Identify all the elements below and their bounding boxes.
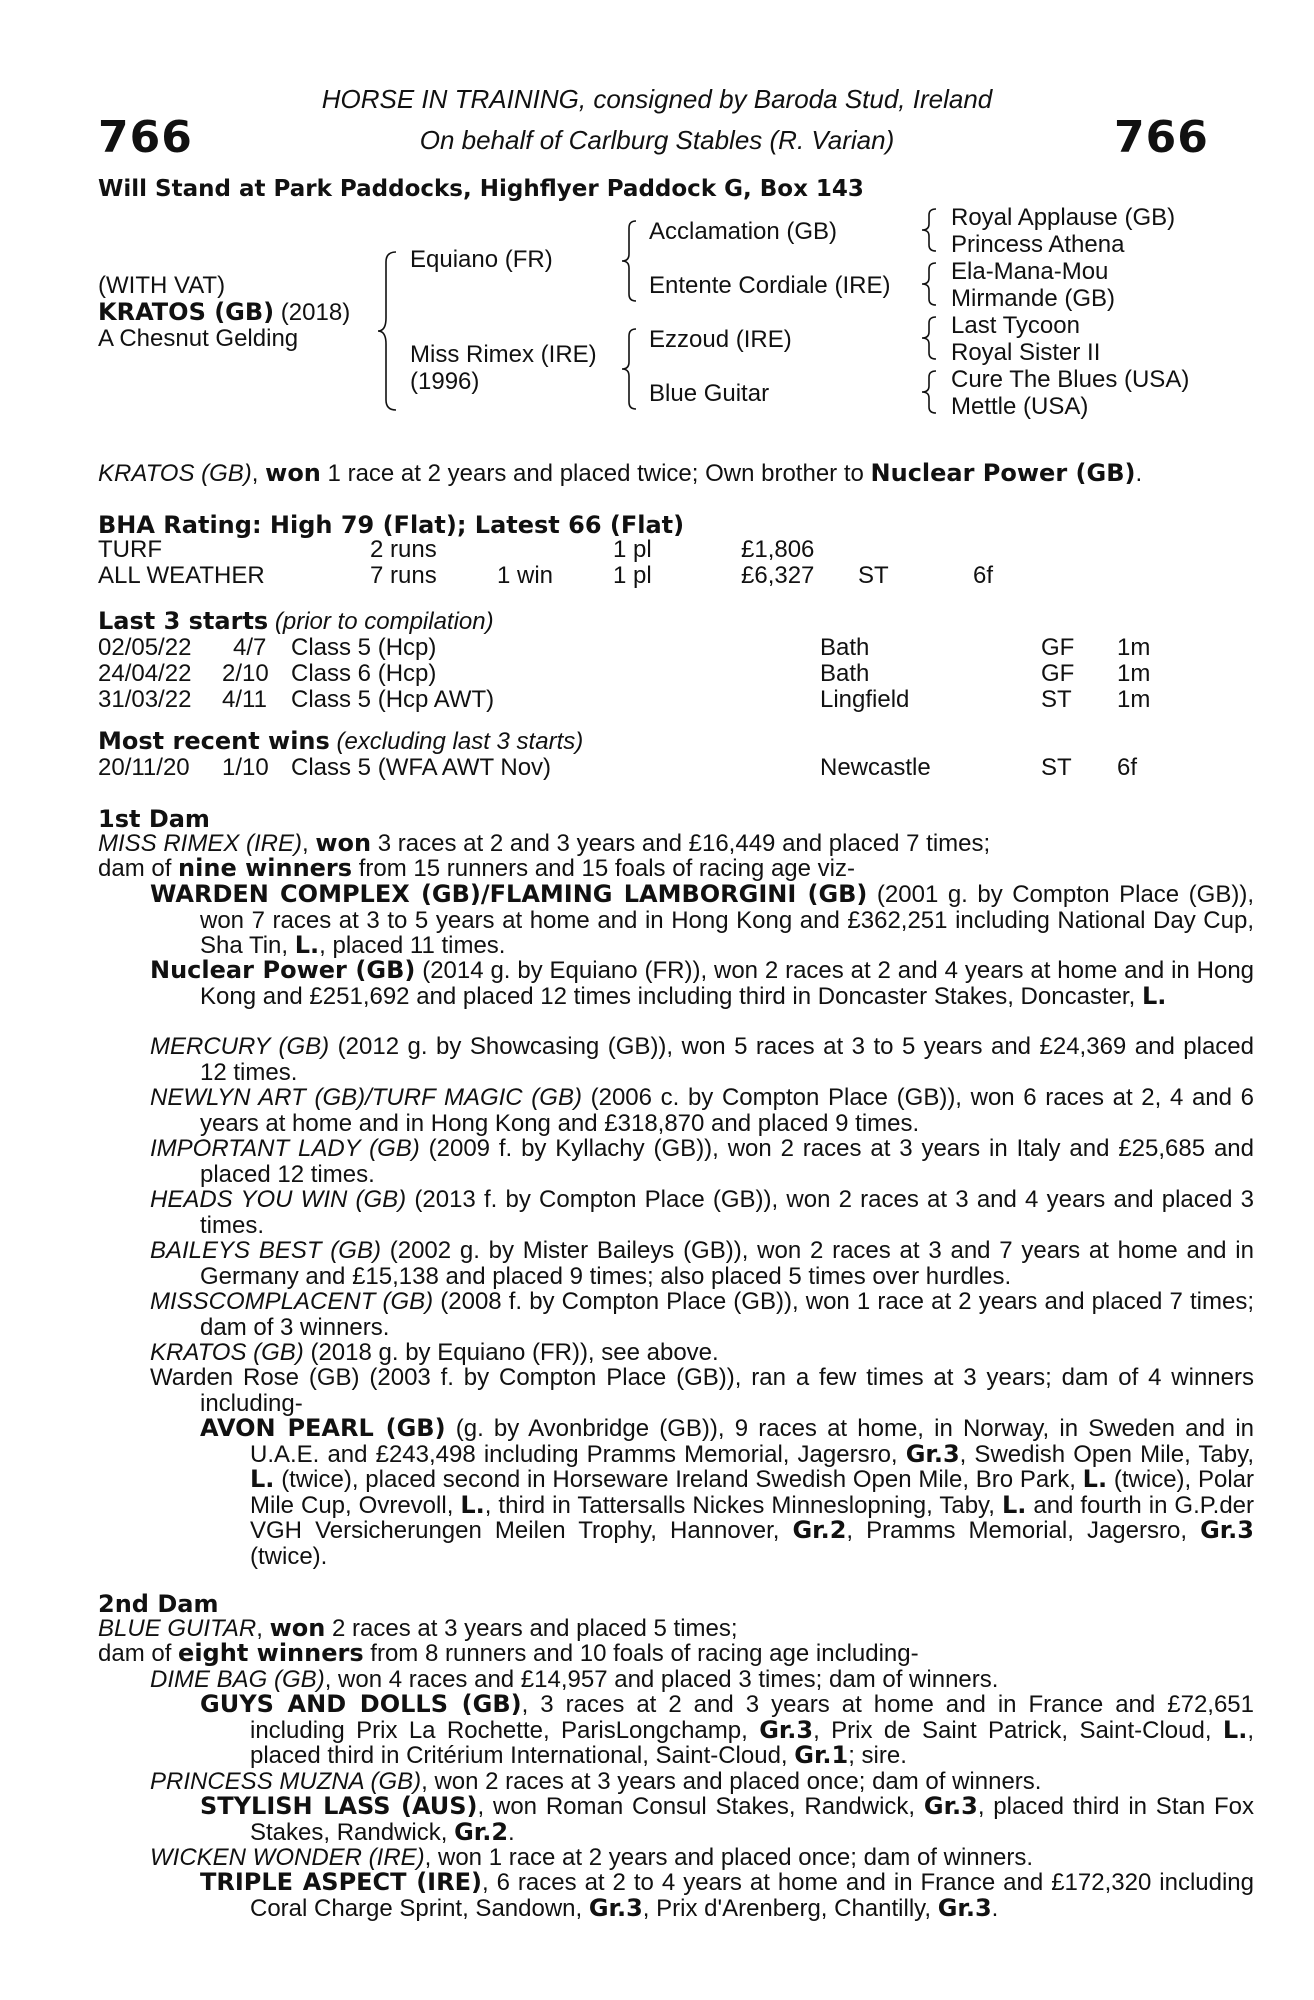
produce-text: , Prix de Saint Patrick, Saint-Cloud, bbox=[813, 1716, 1223, 1744]
great-grandparent: Princess Athena bbox=[951, 231, 1125, 258]
dam-sire: Ezzoud (IRE) bbox=[649, 326, 792, 353]
horse-name-line bbox=[98, 298, 350, 327]
produce-entry bbox=[150, 1187, 1254, 1238]
produce-entry bbox=[150, 882, 1254, 959]
group-mark: Gr.3 bbox=[759, 1715, 814, 1744]
produce-entry bbox=[150, 1289, 1254, 1340]
produce-text: Warden Rose (GB) (2003 f. by Compton Place (GB)), ran a few times at 3 years; dam of 4 winners including- bbox=[150, 1364, 1254, 1417]
group-mark: Gr.2 bbox=[454, 1817, 509, 1846]
produce-name: DIME BAG (GB) bbox=[150, 1666, 325, 1693]
produce-entry bbox=[150, 1034, 1254, 1085]
produce-text: (2008 f. by Compton Place (GB)), won 1 race at 2 years and placed 7 times; dam of 3 winners. bbox=[200, 1288, 1254, 1341]
produce-entry bbox=[150, 958, 1254, 1009]
rating-runs: 7 runs bbox=[370, 562, 437, 589]
last-starts-heading bbox=[98, 609, 494, 635]
produce-text: (2013 f. by Compton Place (GB)), won 2 races at 3 and 4 years and placed 3 times. bbox=[200, 1186, 1255, 1239]
last-starts-note: (prior to compilation) bbox=[268, 608, 494, 635]
produce-text: (2009 f. by Kyllachy (GB)), won 2 races at 3 years in Italy and £25,685 and placed 12 times. bbox=[200, 1135, 1254, 1188]
start-class: Class 6 (Hcp) bbox=[291, 660, 437, 687]
pedigree-brace-gg3 bbox=[920, 314, 940, 362]
produce-name: Nuclear Power (GB) bbox=[150, 956, 416, 984]
start-date: 24/04/22 bbox=[98, 660, 192, 687]
produce-text: (2014 g. by Equiano (FR)), won 2 races at 2 and 4 years at home and in Hong Kong and £251,692 and placed 12 times including third in Doncaster Stakes, Doncaster, bbox=[200, 957, 1255, 1010]
produce-name: TRIPLE ASPECT (IRE) bbox=[200, 1868, 482, 1896]
produce-text: , 6 races at 2 to 4 years at home and in France and £172,320 including Coral Charge Sprint, Sandown, bbox=[250, 1869, 1255, 1922]
race-summary: KRATOS (GB), won 1 race at 2 years and placed twice; Own brother to Nuclear Power (GB). bbox=[98, 459, 1143, 487]
win-date: 20/11/20 bbox=[98, 754, 190, 781]
produce-text: , 3 races at 2 and 3 years at home and in France and £72,651 including Prix La Rochette, ParisLongchamp, bbox=[250, 1691, 1255, 1744]
rating-wins: 1 win bbox=[497, 562, 554, 589]
listed-mark: L. bbox=[1141, 981, 1167, 1010]
produce-name: IMPORTANT LADY (GB) bbox=[150, 1135, 420, 1162]
grand-produce-entry bbox=[200, 1794, 1254, 1845]
vat-note: (WITH VAT) bbox=[98, 272, 226, 299]
second-dam-produce-summary bbox=[98, 1641, 919, 1667]
produce-text: (twice), Polar Mile Cup, Ovrevoll, bbox=[250, 1466, 1254, 1519]
summary-end: . bbox=[1135, 460, 1143, 487]
win-distance: 6f bbox=[1117, 754, 1138, 781]
summary-text: 1 race at 2 years and placed twice; Own brother to bbox=[320, 460, 871, 487]
group-mark: Gr.3 bbox=[905, 1439, 960, 1468]
produce-text: (2002 g. by Mister Baileys (GB)), won 2 races at 3 and 7 years at home and in Germany and £15,138 and placed 9 times; also placed 5 times over hurdles. bbox=[200, 1237, 1254, 1290]
group-mark: Gr.3 bbox=[1200, 1516, 1254, 1544]
horse-description: A Chesnut Gelding bbox=[98, 325, 299, 352]
rating-placed: 1 pl bbox=[613, 562, 652, 589]
produce-entry bbox=[150, 1340, 1254, 1366]
start-date: 31/03/22 bbox=[98, 686, 192, 713]
second-dam-title: 2nd Dam bbox=[98, 1590, 219, 1618]
group-mark: Gr.3 bbox=[923, 1792, 978, 1820]
summary-horse-name: KRATOS (GB) bbox=[98, 460, 252, 487]
produce-text: , Prix d'Arenberg, Chantilly, bbox=[642, 1894, 938, 1922]
recent-wins-note: (excluding last 3 starts) bbox=[329, 728, 584, 755]
start-course: Bath bbox=[820, 660, 870, 687]
start-distance: 1m bbox=[1117, 634, 1151, 661]
win-position: 1/10 bbox=[222, 754, 269, 781]
rating-prize: £6,327 bbox=[741, 562, 815, 589]
pedigree-brace-main bbox=[376, 248, 400, 414]
recent-wins-heading bbox=[98, 729, 583, 755]
winners-count: eight winners bbox=[178, 1639, 364, 1667]
produce-entry bbox=[150, 1238, 1254, 1289]
start-class: Class 5 (Hcp AWT) bbox=[291, 686, 495, 713]
listed-mark: L. bbox=[294, 931, 320, 959]
great-grandparent: Mettle (USA) bbox=[951, 393, 1089, 420]
produce-text: , Pramms Memorial, Jagersro, bbox=[846, 1517, 1201, 1544]
dam-year: (1996) bbox=[410, 368, 480, 395]
produce-text: , placed third in Stan Fox Stakes, Randwick, bbox=[250, 1793, 1254, 1846]
first-dam-won: won bbox=[315, 829, 372, 857]
grand-produce-entry bbox=[200, 1692, 1254, 1769]
second-dam-text: 2 races at 3 years and placed 5 times; bbox=[325, 1615, 738, 1642]
group-mark: Gr.3 bbox=[937, 1893, 992, 1922]
group-mark: Gr.2 bbox=[792, 1516, 847, 1544]
produce-name: GUYS AND DOLLS (GB) bbox=[200, 1690, 522, 1718]
sire-dam: Entente Cordiale (IRE) bbox=[649, 272, 891, 299]
first-dam-title: 1st Dam bbox=[98, 805, 210, 833]
produce-name: WICKEN WONDER (IRE) bbox=[150, 1844, 425, 1871]
produce-text: (2001 g. by Compton Place (GB)), won 7 races at 3 to 5 years at home and in Hong Kong and £362,251 including National Day Cup, Sha Tin, bbox=[200, 881, 1254, 959]
produce-prefix: dam of bbox=[98, 1640, 179, 1667]
produce-suffix: from 15 runners and 15 foals of racing age viz- bbox=[352, 855, 855, 882]
start-going: GF bbox=[1041, 634, 1075, 661]
produce-name: PRINCESS MUZNA (GB) bbox=[150, 1768, 422, 1795]
group-mark: Gr.3 bbox=[588, 1893, 643, 1922]
dam-dam: Blue Guitar bbox=[649, 380, 770, 407]
listed-mark: L. bbox=[250, 1465, 275, 1493]
start-course: Bath bbox=[820, 634, 870, 661]
start-class: Class 5 (Hcp) bbox=[291, 634, 437, 661]
listed-mark: L. bbox=[460, 1490, 485, 1519]
produce-entry bbox=[150, 1085, 1254, 1136]
first-dam-sep: , bbox=[302, 830, 316, 857]
great-grandparent: Ela-Mana-Mou bbox=[951, 258, 1109, 285]
produce-text: . bbox=[991, 1894, 999, 1922]
produce-entry bbox=[150, 1667, 1204, 1693]
produce-text: (twice). bbox=[250, 1542, 328, 1570]
produce-name: BAILEYS BEST (GB) bbox=[150, 1237, 381, 1264]
produce-text: , Swedish Open Mile, Taby, bbox=[959, 1440, 1254, 1468]
produce-name: STYLISH LASS (AUS) bbox=[200, 1792, 478, 1820]
start-going: ST bbox=[1041, 686, 1072, 713]
produce-entry bbox=[150, 1845, 1204, 1871]
produce-text: , won 1 race at 2 years and placed once; dam of winners. bbox=[424, 1844, 1033, 1871]
rating-placed: 1 pl bbox=[613, 536, 652, 563]
produce-prefix: dam of bbox=[98, 855, 179, 882]
second-dam-won: won bbox=[269, 1614, 326, 1642]
produce-text: (2006 c. by Compton Place (GB)), won 6 races at 2, 4 and 6 years at home and in Hong Kong and £318,870 and placed 9 times. bbox=[200, 1084, 1254, 1137]
winners-count: nine winners bbox=[178, 854, 353, 882]
summary-won: won bbox=[265, 459, 321, 487]
group-mark: Gr.1 bbox=[794, 1741, 849, 1769]
produce-text: (twice), placed second in Horseware Ireland Swedish Open Mile, Bro Park, bbox=[274, 1466, 1083, 1493]
pedigree-brace-sire bbox=[620, 218, 640, 304]
summary-brother: Nuclear Power (GB) bbox=[870, 459, 1136, 487]
produce-text: , won 4 races and £14,957 and placed 3 times; dam of winners. bbox=[324, 1666, 999, 1693]
produce-name: HEADS YOU WIN (GB) bbox=[150, 1186, 407, 1213]
produce-text: (g. by Avonbridge (GB)), 9 races at home, in Norway, in Sweden and in U.A.E. and £243,498 including Pramms Memorial, Jagersro, bbox=[250, 1415, 1254, 1468]
consignment-line: HORSE IN TRAINING, consigned by Baroda Stud, Ireland bbox=[321, 84, 993, 114]
produce-suffix: from 8 runners and 10 foals of racing age including- bbox=[363, 1640, 919, 1667]
first-dam-name: MISS RIMEX (IRE) bbox=[98, 830, 303, 857]
grand-produce-entry bbox=[200, 1870, 1254, 1921]
pedigree-brace-gg4 bbox=[920, 368, 940, 416]
horse-name: KRATOS (GB) bbox=[98, 298, 275, 326]
great-grandparent: Mirmande (GB) bbox=[951, 285, 1116, 312]
produce-name: KRATOS (GB) bbox=[150, 1339, 304, 1366]
rating-distance: 6f bbox=[973, 562, 994, 589]
second-dam-name: BLUE GUITAR bbox=[98, 1615, 257, 1642]
start-position: 2/10 bbox=[222, 660, 269, 687]
rating-prize: £1,806 bbox=[741, 536, 815, 563]
produce-entry bbox=[150, 1769, 1204, 1795]
produce-name: MERCURY (GB) bbox=[150, 1033, 330, 1060]
start-distance: 1m bbox=[1117, 686, 1151, 713]
produce-name: AVON PEARL (GB) bbox=[200, 1414, 446, 1442]
rating-surface: TURF bbox=[98, 536, 162, 563]
start-distance: 1m bbox=[1117, 660, 1151, 687]
second-dam-record bbox=[98, 1616, 738, 1642]
first-dam-text: 3 races at 2 and 3 years and £16,449 and placed 7 times; bbox=[371, 830, 991, 857]
sire-name: Equiano (FR) bbox=[410, 246, 553, 273]
listed-mark: L. bbox=[1222, 1715, 1248, 1744]
second-dam-sep: , bbox=[256, 1615, 270, 1642]
produce-text: (2012 g. by Showcasing (GB)), won 5 races at 3 to 5 years and £24,369 and placed 12 times. bbox=[200, 1033, 1255, 1086]
produce-name: MISSCOMPLACENT (GB) bbox=[150, 1288, 434, 1315]
produce-text: , placed third in Critérium International, Saint-Cloud, bbox=[250, 1716, 1254, 1769]
start-position: 4/7 bbox=[233, 634, 267, 661]
last-starts-title: Last 3 starts bbox=[98, 607, 269, 635]
produce-text: , won 2 races at 3 years and placed once; dam of winners. bbox=[421, 1768, 1042, 1795]
recent-wins-title: Most recent wins bbox=[98, 727, 330, 755]
produce-text: ; sire. bbox=[848, 1742, 907, 1769]
rating-going: ST bbox=[858, 562, 889, 589]
great-grandparent: Royal Sister II bbox=[951, 339, 1101, 366]
produce-text: , won Roman Consul Stakes, Randwick, bbox=[477, 1793, 924, 1820]
first-dam-record bbox=[98, 831, 990, 857]
produce-text: , placed 11 times. bbox=[319, 932, 506, 959]
sire-sire: Acclamation (GB) bbox=[649, 218, 838, 245]
bha-rating-title: BHA Rating: High 79 (Flat); Latest 66 (Flat) bbox=[98, 511, 685, 539]
pedigree-brace-gg1 bbox=[920, 206, 940, 254]
produce-entry bbox=[150, 1136, 1254, 1187]
great-grandparent: Cure The Blues (USA) bbox=[951, 366, 1190, 393]
win-course: Newcastle bbox=[820, 754, 931, 781]
lot-number-right: 766 bbox=[1114, 112, 1209, 163]
start-going: GF bbox=[1041, 660, 1075, 687]
start-position: 4/11 bbox=[222, 686, 267, 713]
rating-runs: 2 runs bbox=[370, 536, 437, 563]
dam-name: Miss Rimex (IRE) bbox=[410, 341, 597, 368]
produce-text: , third in Tattersalls Nickes Minneslopning, Taby, bbox=[484, 1491, 1002, 1519]
start-course: Lingfield bbox=[820, 686, 910, 713]
grand-produce-entry bbox=[200, 1416, 1254, 1569]
horse-year: (2018) bbox=[274, 299, 351, 326]
stand-location: Will Stand at Park Paddocks, Highflyer Paddock G, Box 143 bbox=[98, 176, 864, 202]
start-date: 02/05/22 bbox=[98, 634, 192, 661]
first-dam-produce-summary bbox=[98, 856, 855, 882]
pedigree-brace-gg2 bbox=[920, 260, 940, 308]
produce-name: WARDEN COMPLEX (GB)/FLAMING LAMBORGINI (GB) bbox=[150, 880, 868, 908]
win-class: Class 5 (WFA AWT Nov) bbox=[291, 754, 552, 781]
consignment-behalf-line: On behalf of Carlburg Stables (R. Varian) bbox=[419, 125, 895, 155]
produce-text: . bbox=[508, 1818, 515, 1846]
great-grandparent: Last Tycoon bbox=[951, 312, 1080, 339]
win-going: ST bbox=[1041, 754, 1072, 781]
produce-name: NEWLYN ART (GB)/TURF MAGIC (GB) bbox=[150, 1084, 582, 1111]
produce-text: (2018 g. by Equiano (FR)), see above. bbox=[303, 1339, 719, 1366]
rating-surface: ALL WEATHER bbox=[98, 562, 265, 589]
produce-text: and fourth in G.P.der VGH Versicherungen Meilen Trophy, Hannover, bbox=[250, 1491, 1255, 1544]
pedigree-brace-dam bbox=[620, 326, 640, 412]
lot-number-left: 766 bbox=[98, 112, 193, 163]
great-grandparent: Royal Applause (GB) bbox=[951, 204, 1176, 231]
listed-mark: L. bbox=[1082, 1465, 1108, 1493]
listed-mark: L. bbox=[1001, 1490, 1027, 1519]
produce-entry bbox=[150, 1365, 1254, 1416]
